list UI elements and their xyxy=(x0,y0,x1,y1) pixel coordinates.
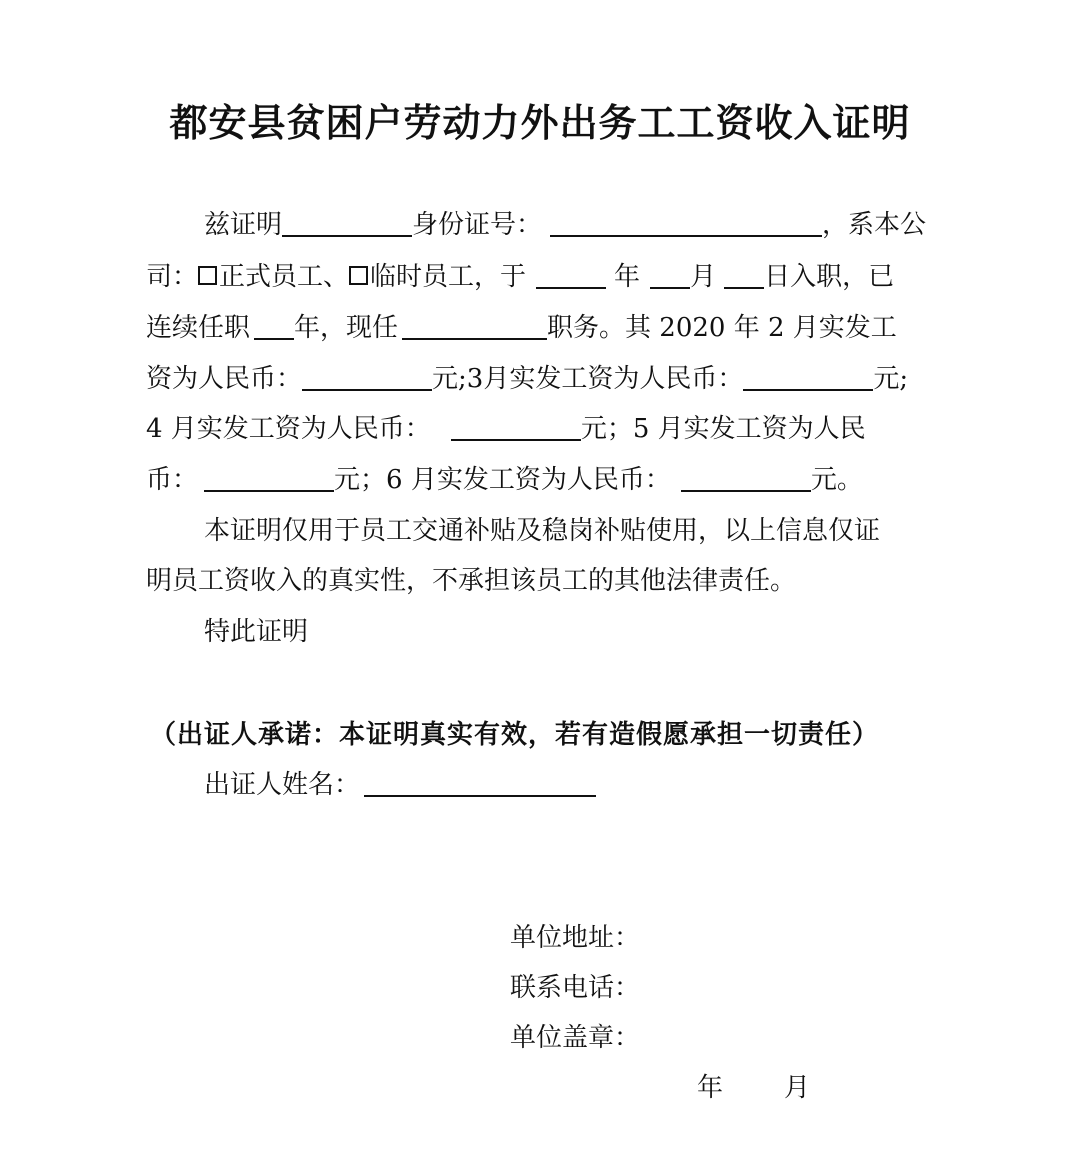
yuan-text: 元; xyxy=(873,364,909,394)
date-year-label: 年 xyxy=(697,1073,724,1103)
temp-employee-label: 临时员工，于 xyxy=(370,262,527,292)
usage-statement: 本证明仅用于员工交通补贴及稳岗补贴使用，以上信息仅证 xyxy=(204,516,881,546)
join-month-blank[interactable] xyxy=(650,261,690,289)
join-year-blank[interactable] xyxy=(536,261,606,289)
feb-wage-blank[interactable] xyxy=(302,363,432,391)
month-text: 月 xyxy=(690,262,717,292)
may-wage-label: 元；5 月实发工资为人民 xyxy=(580,414,866,444)
unit-seal-label: 单位盖章： xyxy=(510,1023,641,1053)
mar-wage-label: 元;3月实发工资为人民币： xyxy=(432,364,744,394)
text-company-cont: 司： xyxy=(146,262,199,292)
yuan-end-text: 元。 xyxy=(810,465,863,495)
currency-label: 币： xyxy=(146,465,199,495)
certifier-name-blank[interactable] xyxy=(364,769,596,797)
usage-statement-cont: 明员工资收入的真实性，不承担该员工的其他法律责任。 xyxy=(146,566,797,596)
unit-address-label: 单位地址： xyxy=(510,923,641,953)
tenure-label: 连续任职 xyxy=(146,313,251,343)
body-line-4 xyxy=(146,362,946,396)
formal-employee-checkbox[interactable] xyxy=(198,266,217,285)
contact-phone-label: 联系电话： xyxy=(510,973,641,1003)
may-wage-blank[interactable] xyxy=(204,464,334,492)
temp-employee-checkbox[interactable] xyxy=(349,266,368,285)
date-month-label: 月 xyxy=(784,1073,811,1103)
feb-wage-label: 职务。其 2020 年 2 月实发工 xyxy=(547,313,897,343)
body-line-3 xyxy=(146,311,946,345)
formal-employee-label: 正式员工、 xyxy=(219,262,350,292)
mar-wage-blank[interactable] xyxy=(743,363,873,391)
hereby-certify: 特此证明 xyxy=(204,617,309,647)
body-line-6 xyxy=(146,463,946,497)
body-line-7 xyxy=(146,514,946,548)
text-company: ，系本公 xyxy=(822,210,927,240)
body-line-1 xyxy=(146,208,946,242)
join-day-blank[interactable] xyxy=(724,261,764,289)
body-line-8 xyxy=(146,564,946,598)
jun-wage-label: 元；6 月实发工资为人民币： xyxy=(334,465,671,495)
apr-wage-blank[interactable] xyxy=(451,413,581,441)
apr-wage-label: 4 月实发工资为人民币： xyxy=(146,414,431,444)
body-line-5 xyxy=(146,412,946,446)
id-number-blank[interactable] xyxy=(550,209,822,237)
body-line-2 xyxy=(146,260,946,294)
rmb-label: 资为人民币： xyxy=(146,364,303,394)
body-line-9 xyxy=(146,615,946,649)
day-text: 日入职，已 xyxy=(764,262,895,292)
tenure-years-blank[interactable] xyxy=(254,312,294,340)
certifier-name-row xyxy=(146,768,946,802)
year-text: 年 xyxy=(614,262,641,292)
name-blank[interactable] xyxy=(282,209,412,237)
certifier-name-label: 出证人姓名： xyxy=(204,770,361,800)
certifier-pledge: （出证人承诺：本证明真实有效，若有造假愿承担一切责任） xyxy=(150,720,880,750)
current-position-label: 年，现任 xyxy=(294,313,399,343)
text-certify: 兹证明 xyxy=(204,210,283,240)
position-blank[interactable] xyxy=(402,312,547,340)
id-number-label: 身份证号： xyxy=(412,210,543,240)
document-title: 都安县贫困户劳动力外出务工工资收入证明 xyxy=(169,100,911,145)
jun-wage-blank[interactable] xyxy=(681,464,811,492)
